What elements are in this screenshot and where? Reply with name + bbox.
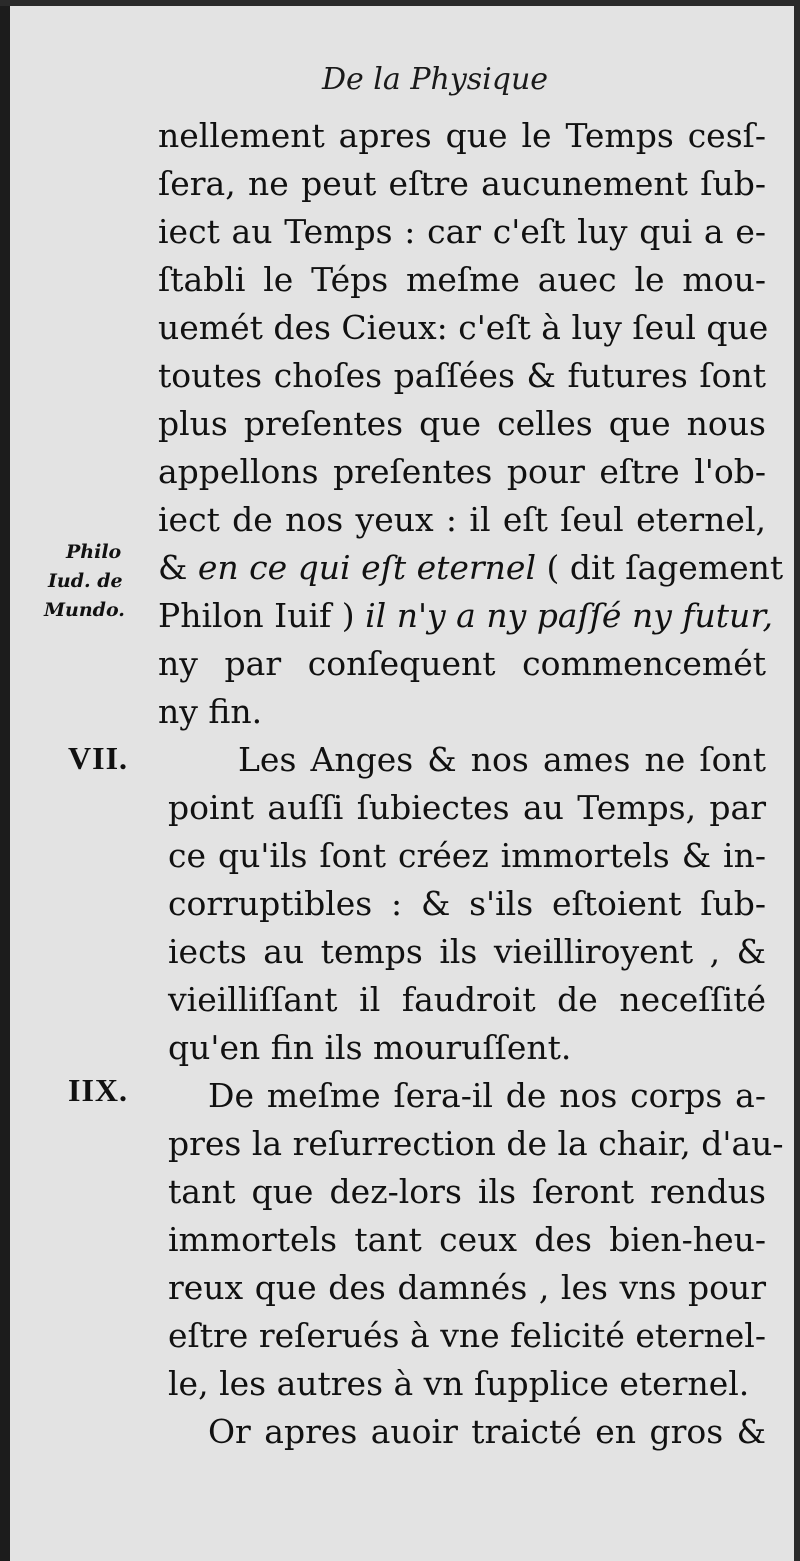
marginal-note-line: Iud. de <box>48 570 123 592</box>
text-line: nellement apres que le Temps cesſ- <box>158 116 766 155</box>
text-line: ſera, ne peut eſtre aucunement ſub- <box>158 164 766 203</box>
text-line: appellons preſentes pour eſtre l'ob- <box>158 452 766 491</box>
section-number: IIX. <box>68 1072 129 1108</box>
text-line-with-italic <box>158 544 784 592</box>
text-line: Or apres auoir traicté en gros & <box>208 1412 766 1451</box>
text-line: iects au temps ils vieilliroyent , & <box>168 932 766 971</box>
text-line: vieilliſſant il faudroit de neceſſité <box>168 980 766 1019</box>
text-line: ny par conſequent commencemét <box>158 644 766 683</box>
text-line: corruptibles : & s'ils eſtoient ſub- <box>168 884 766 923</box>
marginal-note <box>44 538 154 625</box>
running-head: De la Physique <box>321 62 549 97</box>
text-line: eſtre reſerués à vne felicité eternel- <box>168 1316 766 1355</box>
text-line: point auſſi ſubiectes au Temps, par <box>168 788 766 827</box>
marginal-note-line: Philo <box>66 541 122 563</box>
text-line: toutes choſes paſſées & futures ſont <box>158 356 766 395</box>
scan-border-left <box>0 0 10 1561</box>
italic-quote: il n'y a ny paſſé ny futur, <box>365 596 773 635</box>
text-line: plus preſentes que celles que nous <box>158 404 766 443</box>
text-line: immortels tant ceux des bien-heu- <box>168 1220 766 1259</box>
text-line: tant que dez-lors ils ſeront rendus <box>168 1172 766 1211</box>
marginal-note-line: Mundo. <box>44 599 125 621</box>
text-line: iect de nos yeux : il eſt ſeul eternel, <box>158 500 766 539</box>
text-line: le, les autres à vn ſupplice eternel. <box>168 1364 750 1403</box>
text-line: De meſme ſera-il de nos corps a- <box>208 1076 766 1115</box>
text-run: ( dit ſagement <box>536 548 784 587</box>
text-line: ny fin. <box>158 692 263 731</box>
scan-border-top <box>0 0 800 6</box>
scan-border-right <box>794 0 800 1561</box>
text-line: qu'en fin ils mouruſſent. <box>168 1028 572 1067</box>
text-line: ce qu'ils ſont créez immortels & in- <box>168 836 766 875</box>
text-run: & <box>158 548 198 587</box>
text-line: iect au Temps : car c'eſt luy qui a e- <box>158 212 766 251</box>
text-line: pres la reſurrection de la chair, d'au- <box>168 1124 784 1163</box>
text-line: uemét des Cieux: c'eſt à luy ſeul que <box>158 308 769 347</box>
text-run: Philon Iuif ) <box>158 596 366 635</box>
italic-quote: en ce qui eſt eternel <box>197 548 536 587</box>
text-line: ſtabli le Téps meſme auec le mou- <box>158 260 766 299</box>
section-number: VII. <box>68 740 129 776</box>
text-line: Les Anges & nos ames ne ſont <box>238 740 766 779</box>
text-line-with-italic <box>158 592 773 640</box>
text-line: reux que des damnés , les vns pour <box>168 1268 766 1307</box>
